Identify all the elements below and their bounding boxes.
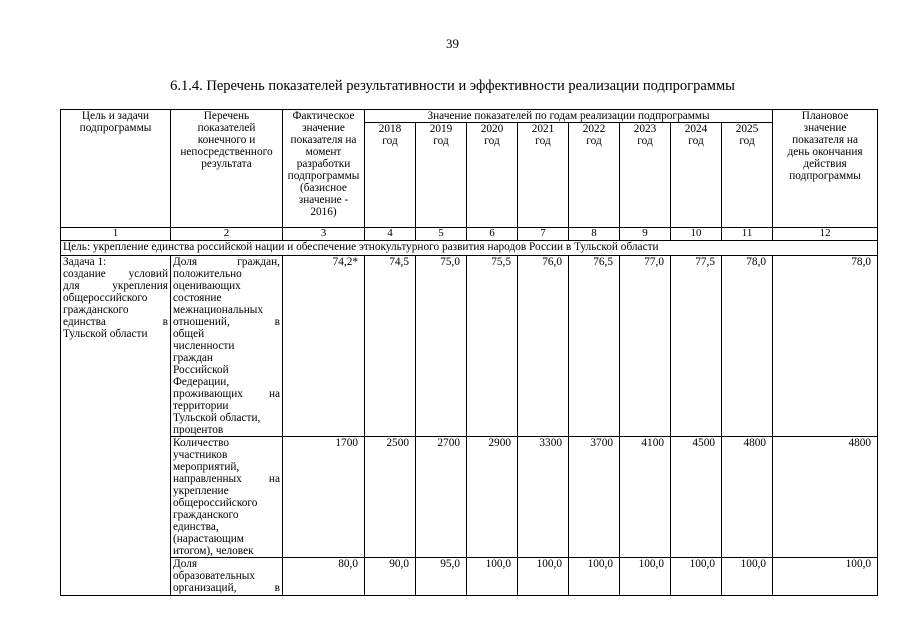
plan-value: 100,0	[773, 558, 878, 596]
header-goals-tasks: Цель и задачи подпрограммы	[61, 110, 171, 228]
table-row	[61, 256, 878, 437]
page-number: 39	[446, 36, 459, 51]
year-value: 75,0	[416, 256, 467, 437]
year-value: 90,0	[365, 558, 416, 596]
base-value: 1700	[283, 437, 365, 558]
year-value: 100,0	[569, 558, 620, 596]
year-value: 4500	[671, 437, 722, 558]
plan-value: 4800	[773, 437, 878, 558]
header-year-2020: 2020 год	[467, 123, 518, 228]
year-value: 2500	[365, 437, 416, 558]
year-value: 100,0	[467, 558, 518, 596]
col-number: 8	[569, 228, 620, 241]
header-year-2023: 2023 год	[620, 123, 671, 228]
goal-row	[61, 241, 878, 256]
year-value: 76,5	[569, 256, 620, 437]
col-number: 7	[518, 228, 569, 241]
year-value: 3300	[518, 437, 569, 558]
header-year-2024: 2024 год	[671, 123, 722, 228]
year-value: 2900	[467, 437, 518, 558]
base-value: 74,2*	[283, 256, 365, 437]
header-plan-value: Плановое значение показателя на день окончания действия подпрограммы	[773, 110, 878, 228]
header-year-2025: 2025 год	[722, 123, 773, 228]
goal-text: Цель: укрепление единства российской нации и обеспечение этнокультурного развития народов России в Тульской области	[61, 241, 878, 256]
year-value: 4100	[620, 437, 671, 558]
year-value: 2700	[416, 437, 467, 558]
section-heading: 6.1.4. Перечень показателей результативности и эффективности реализации подпрограммы	[170, 78, 735, 94]
col-number: 10	[671, 228, 722, 241]
header-base-value: Фактическое значение показателя на момент разработки подпрограммы (базисное значение - 2016)	[283, 110, 365, 228]
header-row-top	[61, 110, 878, 123]
header-year-2019: 2019 год	[416, 123, 467, 228]
col-number: 11	[722, 228, 773, 241]
indicators-table	[60, 109, 878, 596]
indicator-cell: Количество участников мероприятий, направленных на укрепление общероссийского гражданского единства, (нарастающим итогом), человек	[171, 437, 283, 558]
year-value: 77,0	[620, 256, 671, 437]
task-cell: Задача 1: создание условий для укрепления общероссийского гражданского единства в Тульской области	[61, 256, 171, 596]
col-number: 1	[61, 228, 171, 241]
table-row	[61, 558, 878, 596]
col-number: 6	[467, 228, 518, 241]
plan-value: 78,0	[773, 256, 878, 437]
year-value: 74,5	[365, 256, 416, 437]
year-value: 4800	[722, 437, 773, 558]
header-year-2022: 2022 год	[569, 123, 620, 228]
table-row	[61, 437, 878, 558]
col-number: 3	[283, 228, 365, 241]
year-value: 78,0	[722, 256, 773, 437]
header-indicators: Перечень показателей конечного и непосредственного результата	[171, 110, 283, 228]
year-value: 76,0	[518, 256, 569, 437]
col-number: 4	[365, 228, 416, 241]
year-value: 100,0	[722, 558, 773, 596]
col-number: 2	[171, 228, 283, 241]
year-value: 95,0	[416, 558, 467, 596]
year-value: 3700	[569, 437, 620, 558]
year-value: 75,5	[467, 256, 518, 437]
header-years-group: Значение показателей по годам реализации подпрограммы	[365, 110, 773, 123]
col-number: 9	[620, 228, 671, 241]
year-value: 100,0	[620, 558, 671, 596]
col-number: 12	[773, 228, 878, 241]
year-value: 100,0	[671, 558, 722, 596]
header-year-2021: 2021 год	[518, 123, 569, 228]
year-value: 100,0	[518, 558, 569, 596]
column-numbers-row	[61, 228, 878, 241]
indicator-cell: Доля граждан, положительно оценивающих состояние межнациональных отношений, в общей численности граждан Российской Федерации, проживающих на территории Тульской области, процентов	[171, 256, 283, 437]
base-value: 80,0	[283, 558, 365, 596]
indicator-cell: Доля образовательных организаций, в	[171, 558, 283, 596]
year-value: 77,5	[671, 256, 722, 437]
header-year-2018: 2018 год	[365, 123, 416, 228]
col-number: 5	[416, 228, 467, 241]
